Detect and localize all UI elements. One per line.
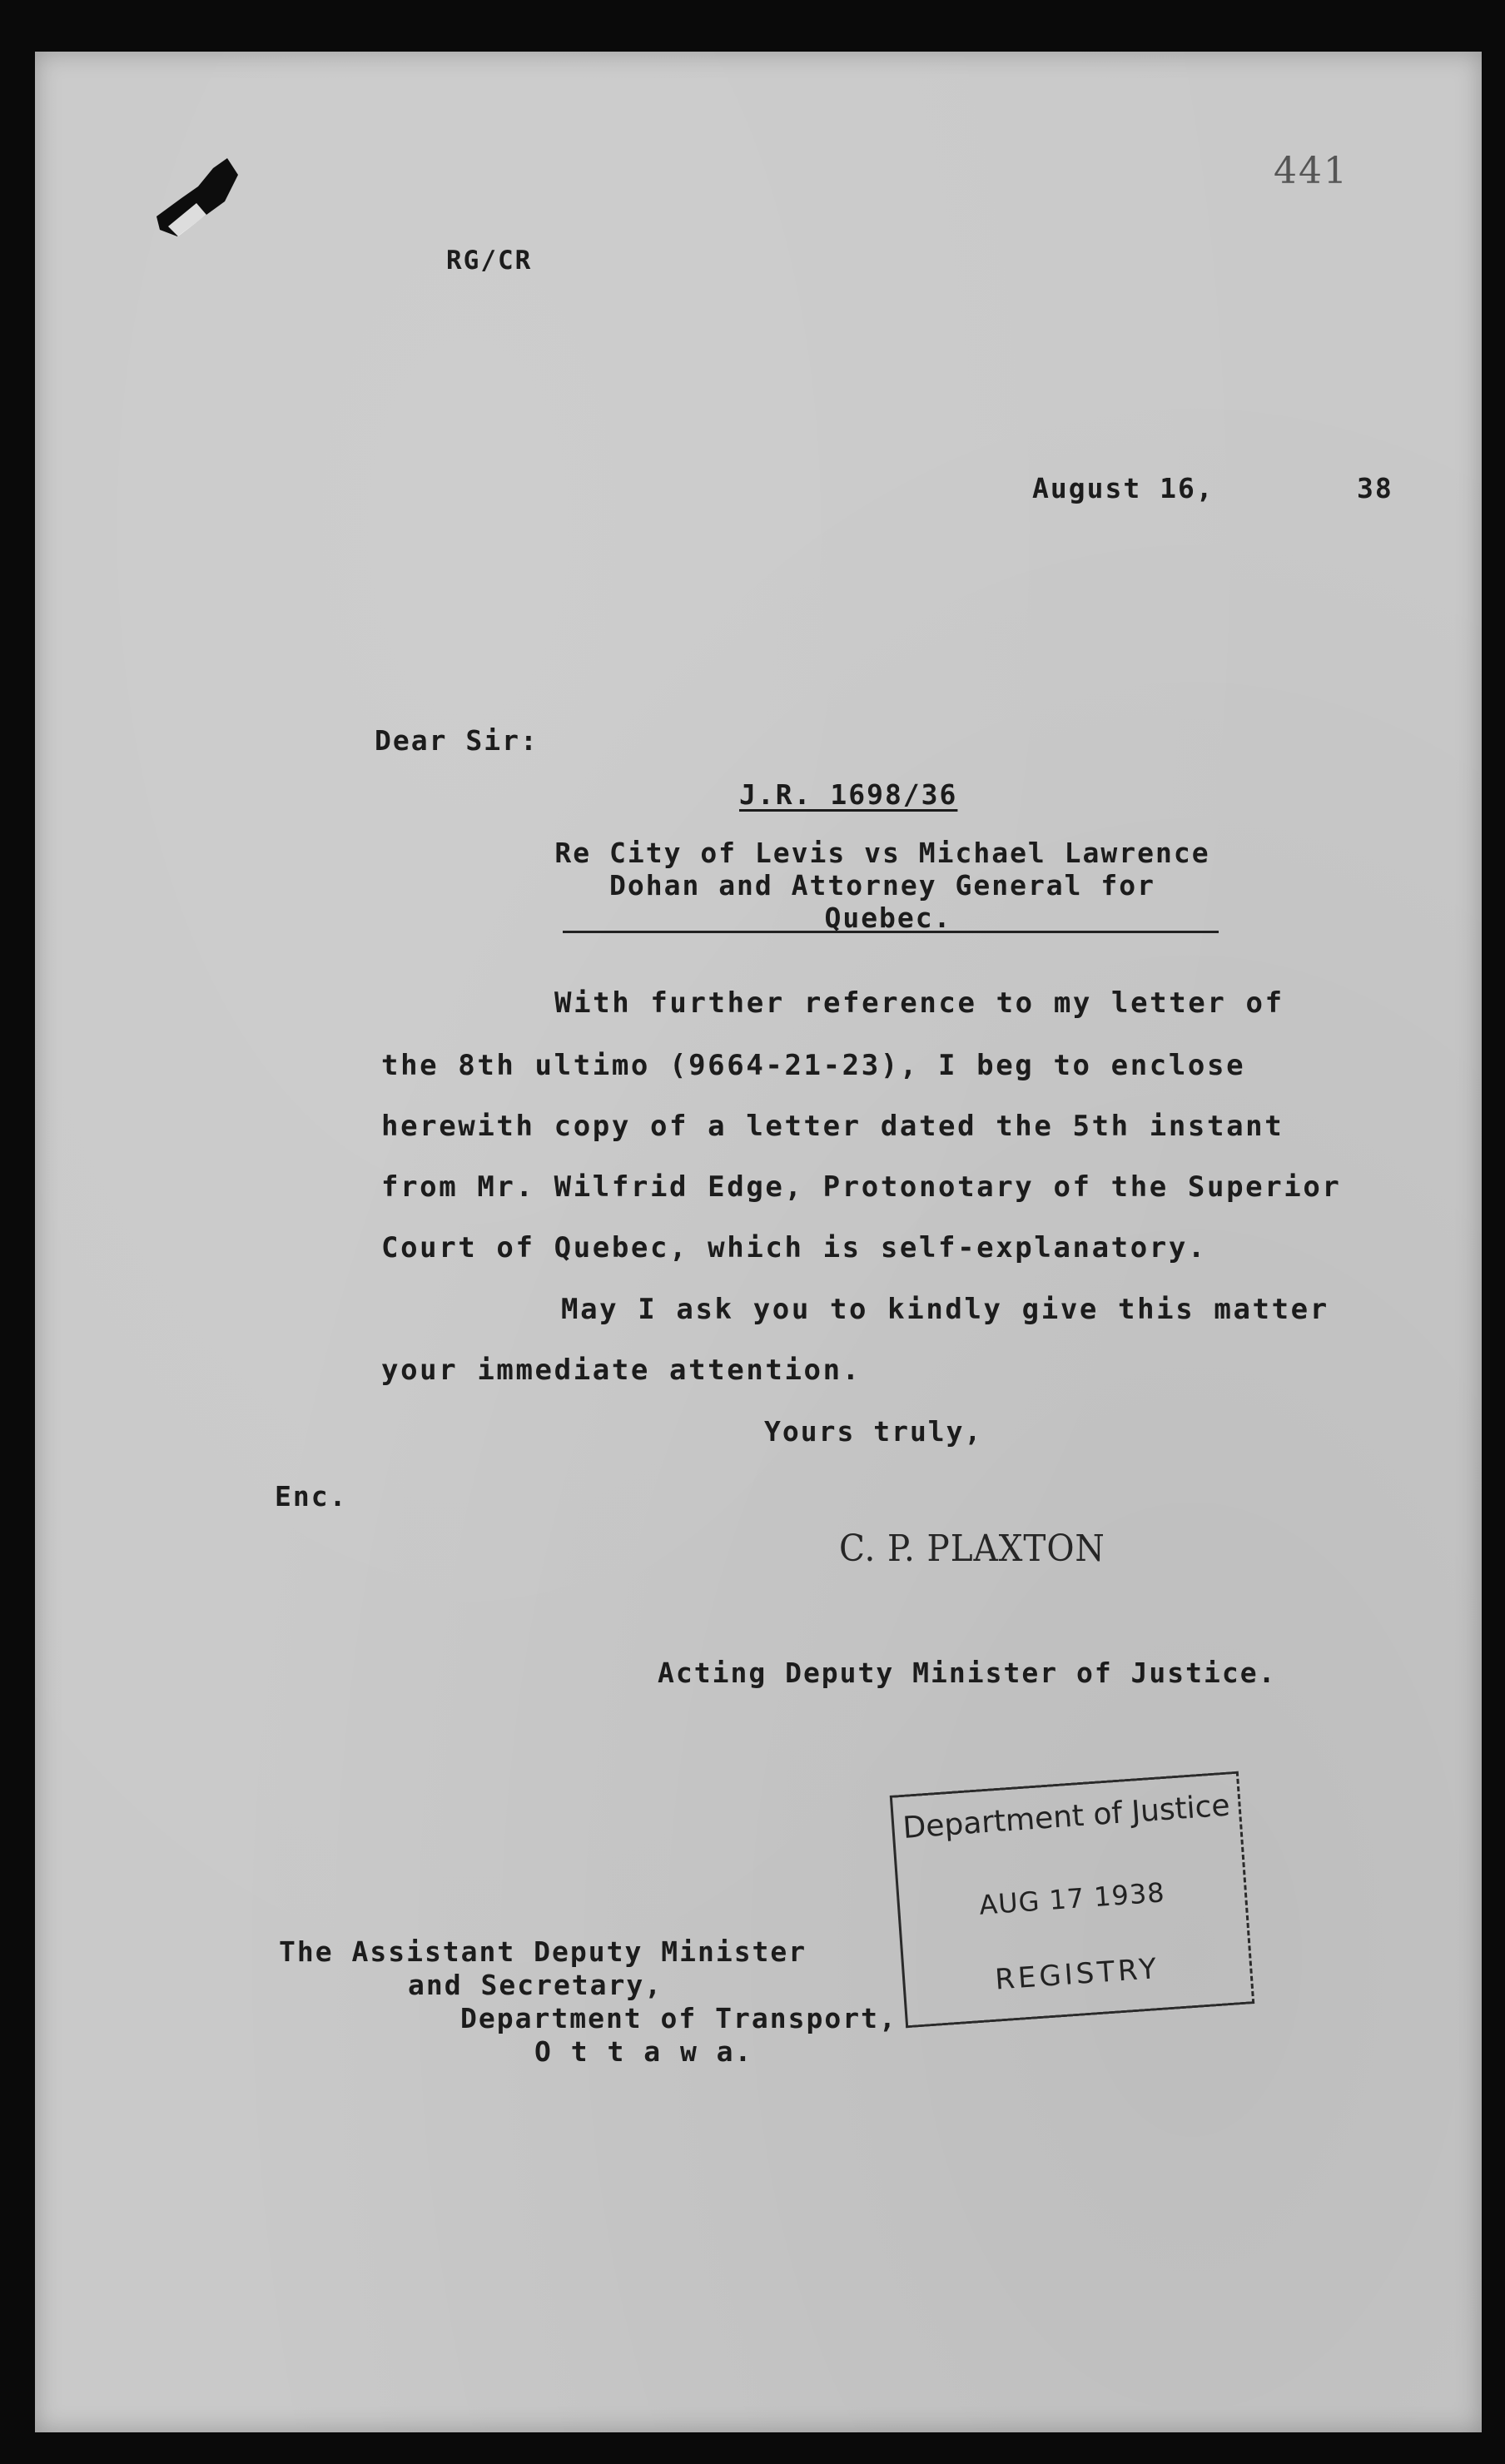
- stamp-date: AUG 17 1938: [978, 1876, 1166, 1921]
- signature-title: Acting Deputy Minister of Justice.: [658, 1657, 1277, 1689]
- filing-punch-mark: [148, 150, 240, 250]
- body-line-7: your immediate attention.: [381, 1354, 862, 1387]
- salutation: Dear Sir:: [375, 724, 539, 757]
- recipient-line-1: The Assistant Deputy Minister: [279, 1935, 807, 1968]
- body-line-6: May I ask you to kindly give this matter: [561, 1293, 1329, 1326]
- file-reference: J.R. 1698/36: [739, 778, 958, 811]
- body-line-4: from Mr. Wilfrid Edge, Protonotary of the Superior: [381, 1170, 1342, 1204]
- subject-line-3: Quebec.: [824, 902, 952, 934]
- subject-line-1: Re City of Levis vs Michael Lawrence: [554, 837, 1210, 869]
- subject-line-2: Dohan and Attorney General for: [608, 869, 1156, 902]
- recipient-line-3: Department of Transport,: [460, 2002, 897, 2034]
- recipient-line-2: and Secretary,: [408, 1969, 663, 2001]
- reference-initials: RG/CR: [446, 246, 533, 276]
- letter-date: August 16,: [1032, 472, 1214, 504]
- body-line-2: the 8th ultimo (9664-21-23), I beg to enclose: [381, 1049, 1246, 1082]
- letter-year: 38: [1357, 472, 1393, 504]
- enclosure-note: Enc.: [275, 1480, 348, 1513]
- body-line-1: With further reference to my letter of: [554, 986, 1284, 1020]
- closing: Yours truly,: [764, 1415, 983, 1448]
- registry-stamp: [890, 1771, 1255, 2029]
- body-line-5: Court of Quebec, which is self-explanatory.: [381, 1231, 1207, 1264]
- recipient-line-4: O t t a w a.: [534, 2035, 753, 2068]
- signature-name: C. P. PLAXTON: [839, 1528, 1105, 1570]
- stamp-department: Department of Justice: [902, 1788, 1231, 1846]
- body-line-3: herewith copy of a letter dated the 5th instant: [381, 1110, 1284, 1143]
- stamp-registry: REGISTRY: [994, 1951, 1161, 1997]
- folio-number: 441: [1274, 150, 1349, 192]
- subject-underline: [563, 931, 1219, 933]
